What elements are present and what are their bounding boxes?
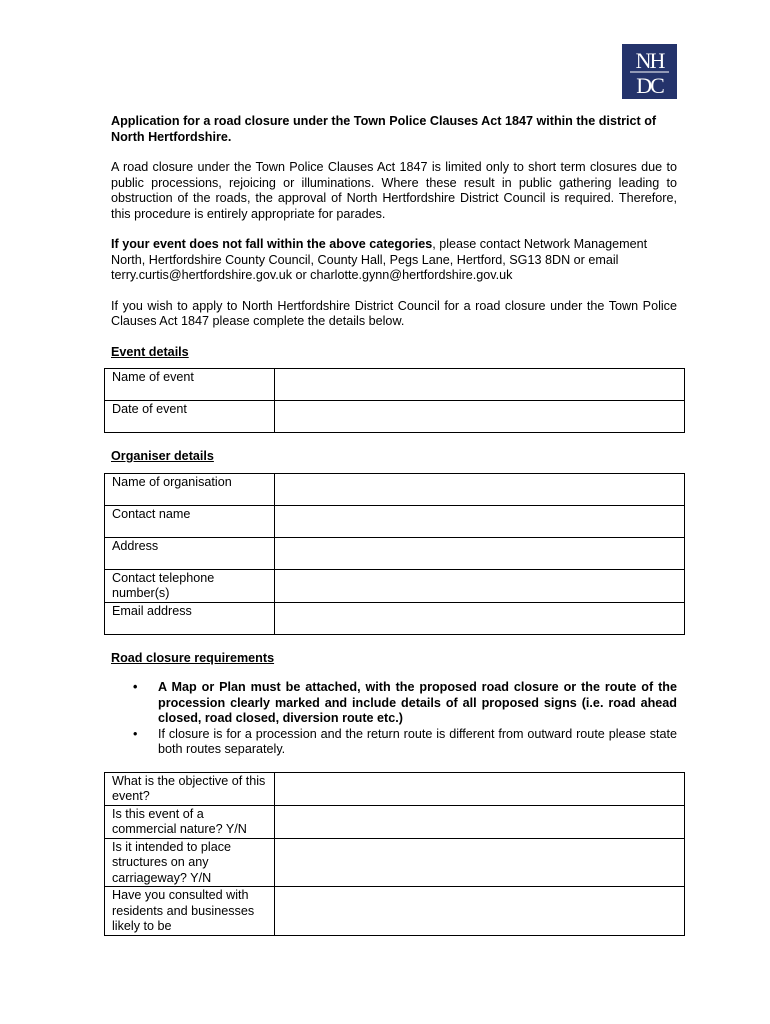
table-row <box>105 805 685 838</box>
table-row <box>105 369 685 401</box>
event-date-label: Date of event <box>105 401 275 433</box>
table-row <box>105 602 685 634</box>
organisation-name-field[interactable] <box>275 473 685 505</box>
table-row <box>105 505 685 537</box>
table-row <box>105 838 685 887</box>
contact-text: , please contact Network Management North, Hertfordshire County Council, County Hall, Pegs Lane, Hertford, SG13 8DN or email terry.curtis@hertfordshire.gov.uk or charlotte.gynn@hertfordshire.gov.uk <box>111 237 648 282</box>
table-row <box>105 537 685 569</box>
structures-label: Is it intended to place structures on any carriageway? Y/N <box>105 838 275 887</box>
contact-name-label: Contact name <box>105 505 275 537</box>
organiser-details-table <box>104 473 685 635</box>
form-document <box>111 114 677 936</box>
email-field[interactable] <box>275 602 685 634</box>
objective-field[interactable] <box>275 772 685 805</box>
nhdc-logo <box>622 44 677 99</box>
table-row <box>105 887 685 936</box>
commercial-field[interactable] <box>275 805 685 838</box>
contact-bold-lead: If your event does not fall within the above categories <box>111 237 433 251</box>
requirement-route-text: If closure is for a procession and the return route is different from outward route please state both routes separately. <box>158 726 677 756</box>
document-title: Application for a road closure under the Town Police Clauses Act 1847 within the district of North Hertfordshire. <box>111 114 657 144</box>
address-field[interactable] <box>275 537 685 569</box>
table-row <box>105 473 685 505</box>
apply-paragraph: If you wish to apply to North Hertfordshire District Council for a road closure under the Town Police Clauses Act 1847 please complete the details below. <box>111 298 677 328</box>
telephone-field[interactable] <box>275 569 685 602</box>
consulted-field[interactable] <box>275 887 685 936</box>
organiser-details-heading: Organiser details <box>111 449 214 463</box>
address-label: Address <box>105 537 275 569</box>
table-row <box>105 772 685 805</box>
email-label: Email address <box>105 602 275 634</box>
requirement-map-text: A Map or Plan must be attached, with the proposed road closure or the route of the procession clearly marked and include details of all proposed signs (i.e. road ahead closed, road closed, diversion route etc.) <box>158 680 677 725</box>
event-name-field[interactable] <box>275 369 685 401</box>
list-item <box>111 680 677 727</box>
bullet-icon: • <box>133 680 138 694</box>
event-date-field[interactable] <box>275 401 685 433</box>
requirements-list <box>111 680 677 758</box>
contact-name-field[interactable] <box>275 505 685 537</box>
table-row <box>105 401 685 433</box>
event-details-table <box>104 368 685 433</box>
intro-paragraph: A road closure under the Town Police Clauses Act 1847 is limited only to short term closures due to public processions, rejoicing or illuminations. Where these result in public gathering leading to obstruction of the roads, the approval of North Hertfordshire District Council is required. Therefore, this procedure is entirely appropriate for parades. <box>111 160 677 221</box>
logo-text-nh: NH <box>635 48 664 73</box>
telephone-label: Contact telephone number(s) <box>105 569 275 602</box>
structures-field[interactable] <box>275 838 685 887</box>
objective-label: What is the objective of this event? <box>105 772 275 805</box>
road-closure-heading: Road closure requirements <box>111 650 275 665</box>
logo-text-dc: DC <box>636 73 663 98</box>
event-name-label: Name of event <box>105 369 275 401</box>
commercial-label: Is this event of a commercial nature? Y/N <box>105 805 275 838</box>
bullet-icon: • <box>133 726 138 741</box>
organisation-name-label: Name of organisation <box>105 473 275 505</box>
consulted-label: Have you consulted with residents and businesses likely to be <box>105 887 275 936</box>
list-item <box>111 727 677 758</box>
table-row <box>105 569 685 602</box>
contact-paragraph <box>111 237 677 284</box>
event-details-heading: Event details <box>111 344 189 359</box>
road-closure-table <box>104 772 685 936</box>
